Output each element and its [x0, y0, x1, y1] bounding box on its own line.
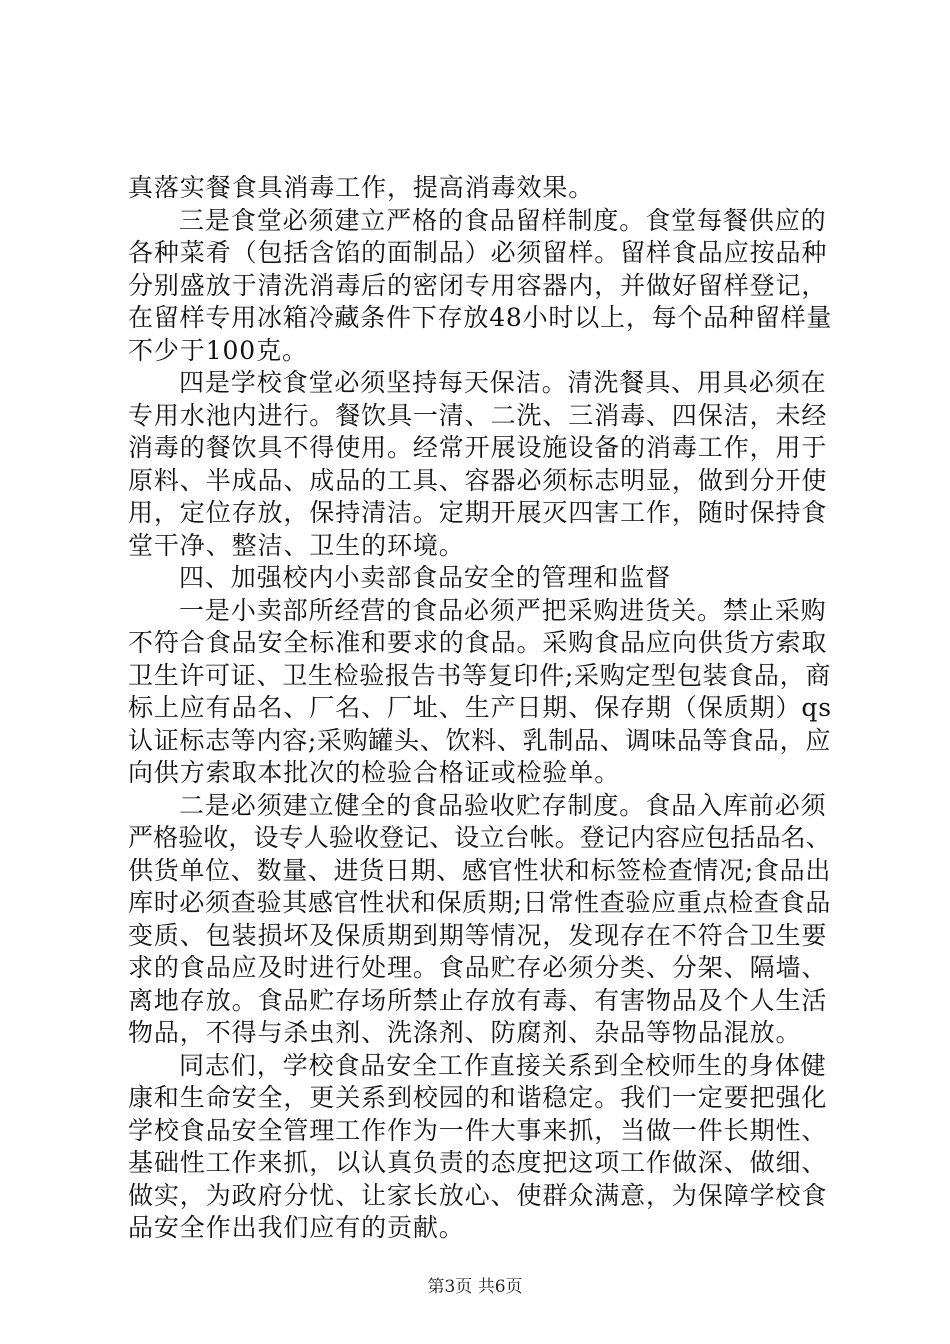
- page-footer: 第3页 共6页: [427, 1277, 523, 1297]
- paragraph-line: 库时必须查验其感官性状和保质期;日常性查验应重点检查食品: [128, 888, 832, 917]
- paragraph-first-line: 同志们，学校食品安全工作直接关系到全校师生的身体健: [179, 1050, 827, 1080]
- paragraph-line: 各种菜肴（包括含馅的面制品）必须留样。留样食品应按品种: [128, 238, 828, 267]
- paragraph-line: 认证标志等内容;采购罐头、饮料、乳制品、调味品等食品，应: [128, 725, 832, 755]
- paragraph-line: 真落实餐食具消毒工作，提高消毒效果。: [128, 173, 595, 202]
- paragraph-line: 堂干净、整洁、卫生的环境。: [128, 530, 465, 560]
- paragraph-line: 严格验收，设专人验收登记、设立台帐。登记内容应包括品名、: [128, 823, 831, 852]
- paragraph-line: 基础性工作来抓，以认真负责的态度把这项工作做深、做细、: [128, 1148, 828, 1177]
- paragraph-line: 离地存放。食品贮存场所禁止存放有毒、有害物品及个人生活: [128, 985, 828, 1015]
- paragraph-line: 求的食品应及时进行处理。食品贮存必须分类、分架、隔墙、: [128, 953, 828, 982]
- paragraph-line: 专用水池内进行。餐饮具一清、二洗、三消毒、四保洁，未经: [128, 400, 828, 430]
- paragraph-line: 卫生许可证、卫生检验报告书等复印件;采购定型包装食品，商: [128, 660, 832, 690]
- paragraph-line: 物品，不得与杀虫剂、洗涤剂、防腐剂、杂品等物品混放。: [128, 1018, 802, 1047]
- paragraph-line: 学校食品安全管理工作作为一件大事来抓，当做一件长期性、: [128, 1115, 828, 1145]
- paragraph-line: 消毒的餐饮具不得使用。经常开展设施设备的消毒工作，用于: [128, 433, 828, 462]
- paragraph-line: 不少于100克。: [128, 335, 308, 365]
- document-body: [128, 172, 833, 1245]
- paragraph-line: 原料、半成品、成品的工具、容器必须标志明显，做到分开使: [128, 465, 828, 495]
- paragraph-line: 供货单位、数量、进货日期、感官性状和标签检查情况;食品出: [128, 855, 832, 885]
- paragraph-first-line: 一是小卖部所经营的食品必须严把采购进货关。禁止采购: [179, 595, 827, 625]
- paragraph-line: 在留样专用冰箱冷藏条件下存放48小时以上，每个品种留样量: [128, 303, 833, 332]
- paragraph-first-line: 四是学校食堂必须坚持每天保洁。清洗餐具、用具必须在: [179, 368, 827, 397]
- paragraph-line: 分别盛放于清洗消毒后的密闭专用容器内，并做好留样登记，: [128, 270, 828, 300]
- paragraph-line: 康和生命安全，更关系到校园的和谐稳定。我们一定要把强化: [128, 1083, 828, 1112]
- paragraph-first-line: 三是食堂必须建立严格的食品留样制度。食堂每餐供应的: [179, 205, 827, 235]
- paragraph-line: 用，定位存放，保持清洁。定期开展灭四害工作，随时保持食: [128, 498, 828, 527]
- paragraph-line: 做实，为政府分忧、让家长放心、使群众满意，为保障学校食: [128, 1180, 828, 1210]
- paragraph-line: 变质、包装损坏及保质期到期等情况，发现存在不符合卫生要: [128, 920, 828, 950]
- paragraph-line: 品安全作出我们应有的贡献。: [128, 1213, 465, 1242]
- paragraph-line: 向供方索取本批次的检验合格证或检验单。: [128, 758, 621, 787]
- paragraph-first-line: 四、加强校内小卖部食品安全的管理和监督: [179, 563, 672, 592]
- paragraph-line: 标上应有品名、厂名、厂址、生产日期、保存期（保质期）qs: [128, 693, 833, 722]
- paragraph-first-line: 二是必须建立健全的食品验收贮存制度。食品入库前必须: [179, 790, 827, 820]
- paragraph-line: 不符合食品安全标准和要求的食品。采购食品应向供货方索取: [128, 628, 828, 657]
